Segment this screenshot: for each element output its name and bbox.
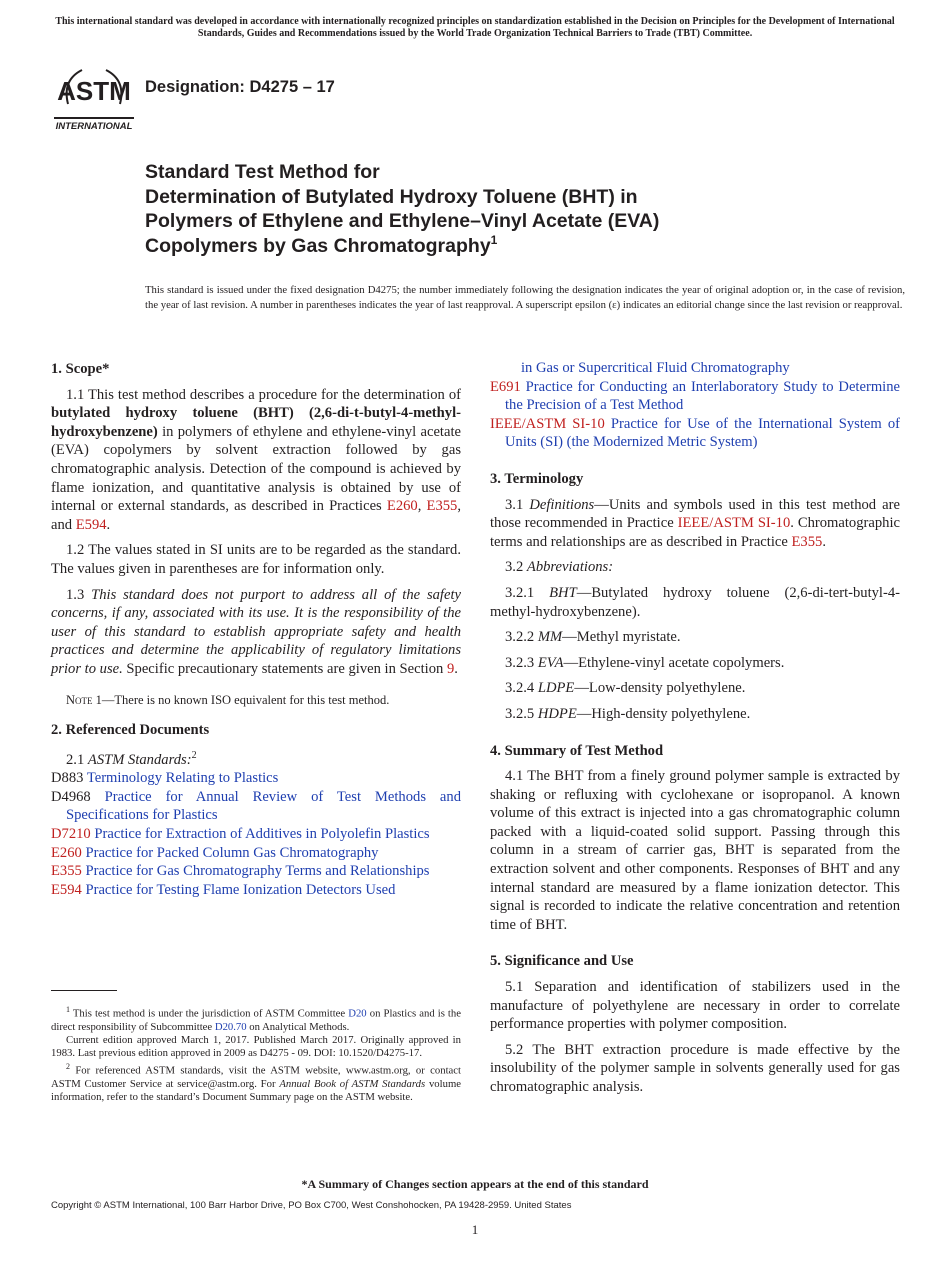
- abbreviation-item: 3.2.2 MM—Methyl myristate.: [505, 629, 681, 646]
- abbreviation-item: 3.2.3 EVA—Ethylene-vinyl acetate copolymers.: [505, 654, 785, 671]
- footnote-1-edition: Current edition approved March 1, 2017. Published March 2017. Originally approved in 1983. Last previous edition approved in 2009 as D4275 - 09. DOI: 10.1520/D4275-17.: [51, 1033, 461, 1060]
- reference-title-link[interactable]: Practice for Packed Column Gas Chromatography: [85, 844, 379, 861]
- ref-link[interactable]: E355: [791, 533, 823, 550]
- section-heading: 2. Referenced Documents: [51, 722, 210, 739]
- reference-item: [51, 788, 461, 825]
- copyright: Copyright © ASTM International, 100 Barr Harbor Drive, PO Box C700, West Conshohocken, PA 19428-2959. United States: [51, 1200, 572, 1211]
- reference-code[interactable]: D7210: [51, 825, 91, 842]
- title-footnote-mark: 1: [490, 232, 498, 247]
- reference-item: [51, 769, 461, 788]
- reference-code[interactable]: IEEE/ASTM SI-10: [490, 415, 605, 432]
- ref-link[interactable]: E594: [75, 516, 107, 533]
- summary-of-changes-notice: *A Summary of Changes section appears at the end of this standard: [301, 1177, 649, 1191]
- paragraph-3-2: 3.2 Abbreviations:: [505, 559, 614, 576]
- abbreviation-item: 3.2.5 HDPE—High-density polyethylene.: [505, 705, 751, 722]
- ref-link[interactable]: E260: [386, 498, 418, 515]
- abbreviation-list: [490, 584, 900, 724]
- footnote-rule: [51, 990, 117, 991]
- reference-list: [51, 769, 461, 899]
- document-title: [145, 160, 885, 258]
- reference-code[interactable]: D883: [51, 770, 84, 787]
- logo-subtext: INTERNATIONAL: [55, 121, 133, 132]
- paragraph-1-1: 1.1 This test method describes a procedure for the determination of butylated hydroxy toluene (BHT) (2,6-di-t-butyl-4-methyl-hydroxybenzene) in polymers of ethylene and ethylene-vinyl acetate (EVA) copolymers by solvent extraction followed by gas chromatographic analysis. Detection of the compound is achieved by flame ionization, and quantitative analysis is obtained by use of internal or external standards, as described in Practices E260, E355, and E594.: [51, 386, 461, 533]
- ref-link[interactable]: E355: [426, 498, 458, 515]
- abbreviation-item: 3.2.4 LDPE—Low-density polyethylene.: [505, 680, 746, 697]
- title-line: Standard Test Method for: [145, 161, 380, 183]
- footnotes: [51, 1003, 461, 1105]
- reference-code[interactable]: E260: [51, 844, 82, 861]
- reference-title-link[interactable]: Practice for Testing Flame Ionization Detectors Used: [85, 881, 396, 898]
- reference-item: [51, 881, 461, 900]
- designation: Designation: D4275 – 17: [145, 78, 335, 96]
- reference-code[interactable]: E594: [51, 881, 82, 898]
- reference-code[interactable]: D4968: [51, 788, 91, 805]
- reference-code[interactable]: E355: [51, 863, 82, 880]
- reference-title-link[interactable]: Terminology Relating to Plastics: [86, 770, 279, 787]
- astm-logo: [52, 60, 136, 132]
- footnote-1: $^1$ This test method is under the jurisdiction of ASTM Committee D20 on Plastics and is the direct responsibility of Subcommittee D20.70 on Analytical Methods.: [51, 1005, 461, 1033]
- top-notice: This international standard was developed in accordance with internationally recognized principles on standardization established in the Decision on Principles for the Development of International Standards, Guides and Recommendations issued by the World Trade Organization Technical Barriers to Trade (TBT) Committee.: [55, 16, 895, 39]
- reference-item: [51, 862, 461, 881]
- paragraph-1-2: 1.2 The values stated in SI units are to be regarded as the standard. The values given in parentheses are for information only.: [51, 542, 461, 577]
- reference-item: [490, 378, 900, 415]
- paragraph-5-2: 5.2 The BHT extraction procedure is made effective by the insolubility of the polymer sample in solvents generally used for gas chromatographic analysis.: [490, 1041, 900, 1095]
- issue-note: This standard is issued under the fixed designation D4275; the number immediately following the designation indicates the year of original adoption or, in the case of revision, the year of last revision. A number in parentheses indicates the year of last reapproval. A superscript epsilon (ε) indicates an editorial change since the last revision or reapproval.: [145, 284, 905, 311]
- paragraph-1-3: 1.3 This standard does not purport to address all of the safety concerns, if any, associated with its use. It is the responsibility of the user of this standard to establish appropriate safety and health practices and determine the applicability of regulatory limitations prior to use. Specific precautionary statements are given in Section 9.: [51, 586, 461, 677]
- section-heading: 4. Summary of Test Method: [490, 742, 664, 759]
- section-heading: 1. Scope*: [51, 361, 110, 377]
- footnote-2: $^2$ For referenced ASTM standards, visit the ASTM website, www.astm.org, or contact ASTM Customer Service at service@astm.org. For Annual Book of ASTM Standards volume information, refer to the standard’s Document Summary page on the ASTM website.: [51, 1062, 461, 1104]
- paragraph-3-1: 3.1 Definitions—Units and symbols used in this test method are those recommended in Practice IEEE/ASTM SI-10. Chromatographic terms and relationships are as described in Practice E355.: [490, 496, 900, 550]
- reference-continuation[interactable]: in Gas or Supercritical Fluid Chromatography: [521, 360, 790, 376]
- title-line: Polymers of Ethylene and Ethylene–Vinyl Acetate (EVA): [145, 210, 660, 232]
- subcommittee-link[interactable]: D20.70: [214, 1020, 247, 1033]
- reference-item: [51, 844, 461, 863]
- reference-item: [490, 415, 900, 452]
- committee-link[interactable]: D20: [348, 1007, 367, 1020]
- title-line: Determination of Butylated Hydroxy Toluene (BHT) in: [145, 185, 638, 208]
- logo-text: ASTM: [57, 76, 131, 106]
- section-heading: 3. Terminology: [490, 470, 584, 487]
- paragraph-5-1: 5.1 Separation and identification of stabilizers used in the manufacture of polyethylene are necessary in order to correlate performance properties with polymer composition.: [490, 979, 900, 1033]
- reference-title-link[interactable]: Practice for Conducting an Interlaboratory Study to Determine the Precision of a Test Method: [505, 378, 901, 414]
- page-number: 1: [471, 1222, 479, 1237]
- section-heading: 5. Significance and Use: [490, 953, 634, 970]
- reference-title-link[interactable]: Practice for Extraction of Additives in Polyolefin Plastics: [94, 825, 430, 842]
- reference-list: [490, 378, 900, 452]
- paragraph-2-1: 2.1 ASTM Standards:$^2$: [66, 749, 197, 768]
- right-column: [490, 359, 900, 1097]
- paragraph-4-1: 4.1 The BHT from a finely ground polymer sample is extracted by shaking or refluxing with cyclohexane or isopropanol. A known volume of this extract is injected into a gas chromatographic column packed with a liquid-coated solid support. Passing through this column in a stream of carrier gas, BHT is separated from the extraction solvent and other components. Responses of BHT and any internal standard are measured by a flame ionization detector. This signal is recorded to indicate the relative concentration and retention time of BHT.: [490, 768, 900, 933]
- reference-code[interactable]: E691: [490, 378, 521, 395]
- section-link[interactable]: 9: [446, 660, 455, 677]
- reference-item: [51, 825, 461, 844]
- note-1: Note 1—There is no known ISO equivalent for this test method.: [66, 692, 390, 707]
- title-line: Copolymers by Gas Chromatography$^1$: [145, 232, 498, 257]
- left-column: [51, 360, 461, 899]
- reference-title-link[interactable]: Practice for Annual Review of Test Methods and Specifications for Plastics: [66, 788, 461, 824]
- ref-link[interactable]: IEEE/ASTM SI-10: [677, 515, 791, 532]
- reference-title-link[interactable]: Practice for Use of the International System of Units (SI) (the Modernized Metric System): [505, 415, 900, 451]
- reference-title-link[interactable]: Practice for Gas Chromatography Terms and Relationships: [85, 863, 430, 880]
- abbreviation-item: 3.2.1 BHT—Butylated hydroxy toluene (2,6-di-tert-butyl-4-methyl-hydroxybenzene).: [490, 584, 900, 620]
